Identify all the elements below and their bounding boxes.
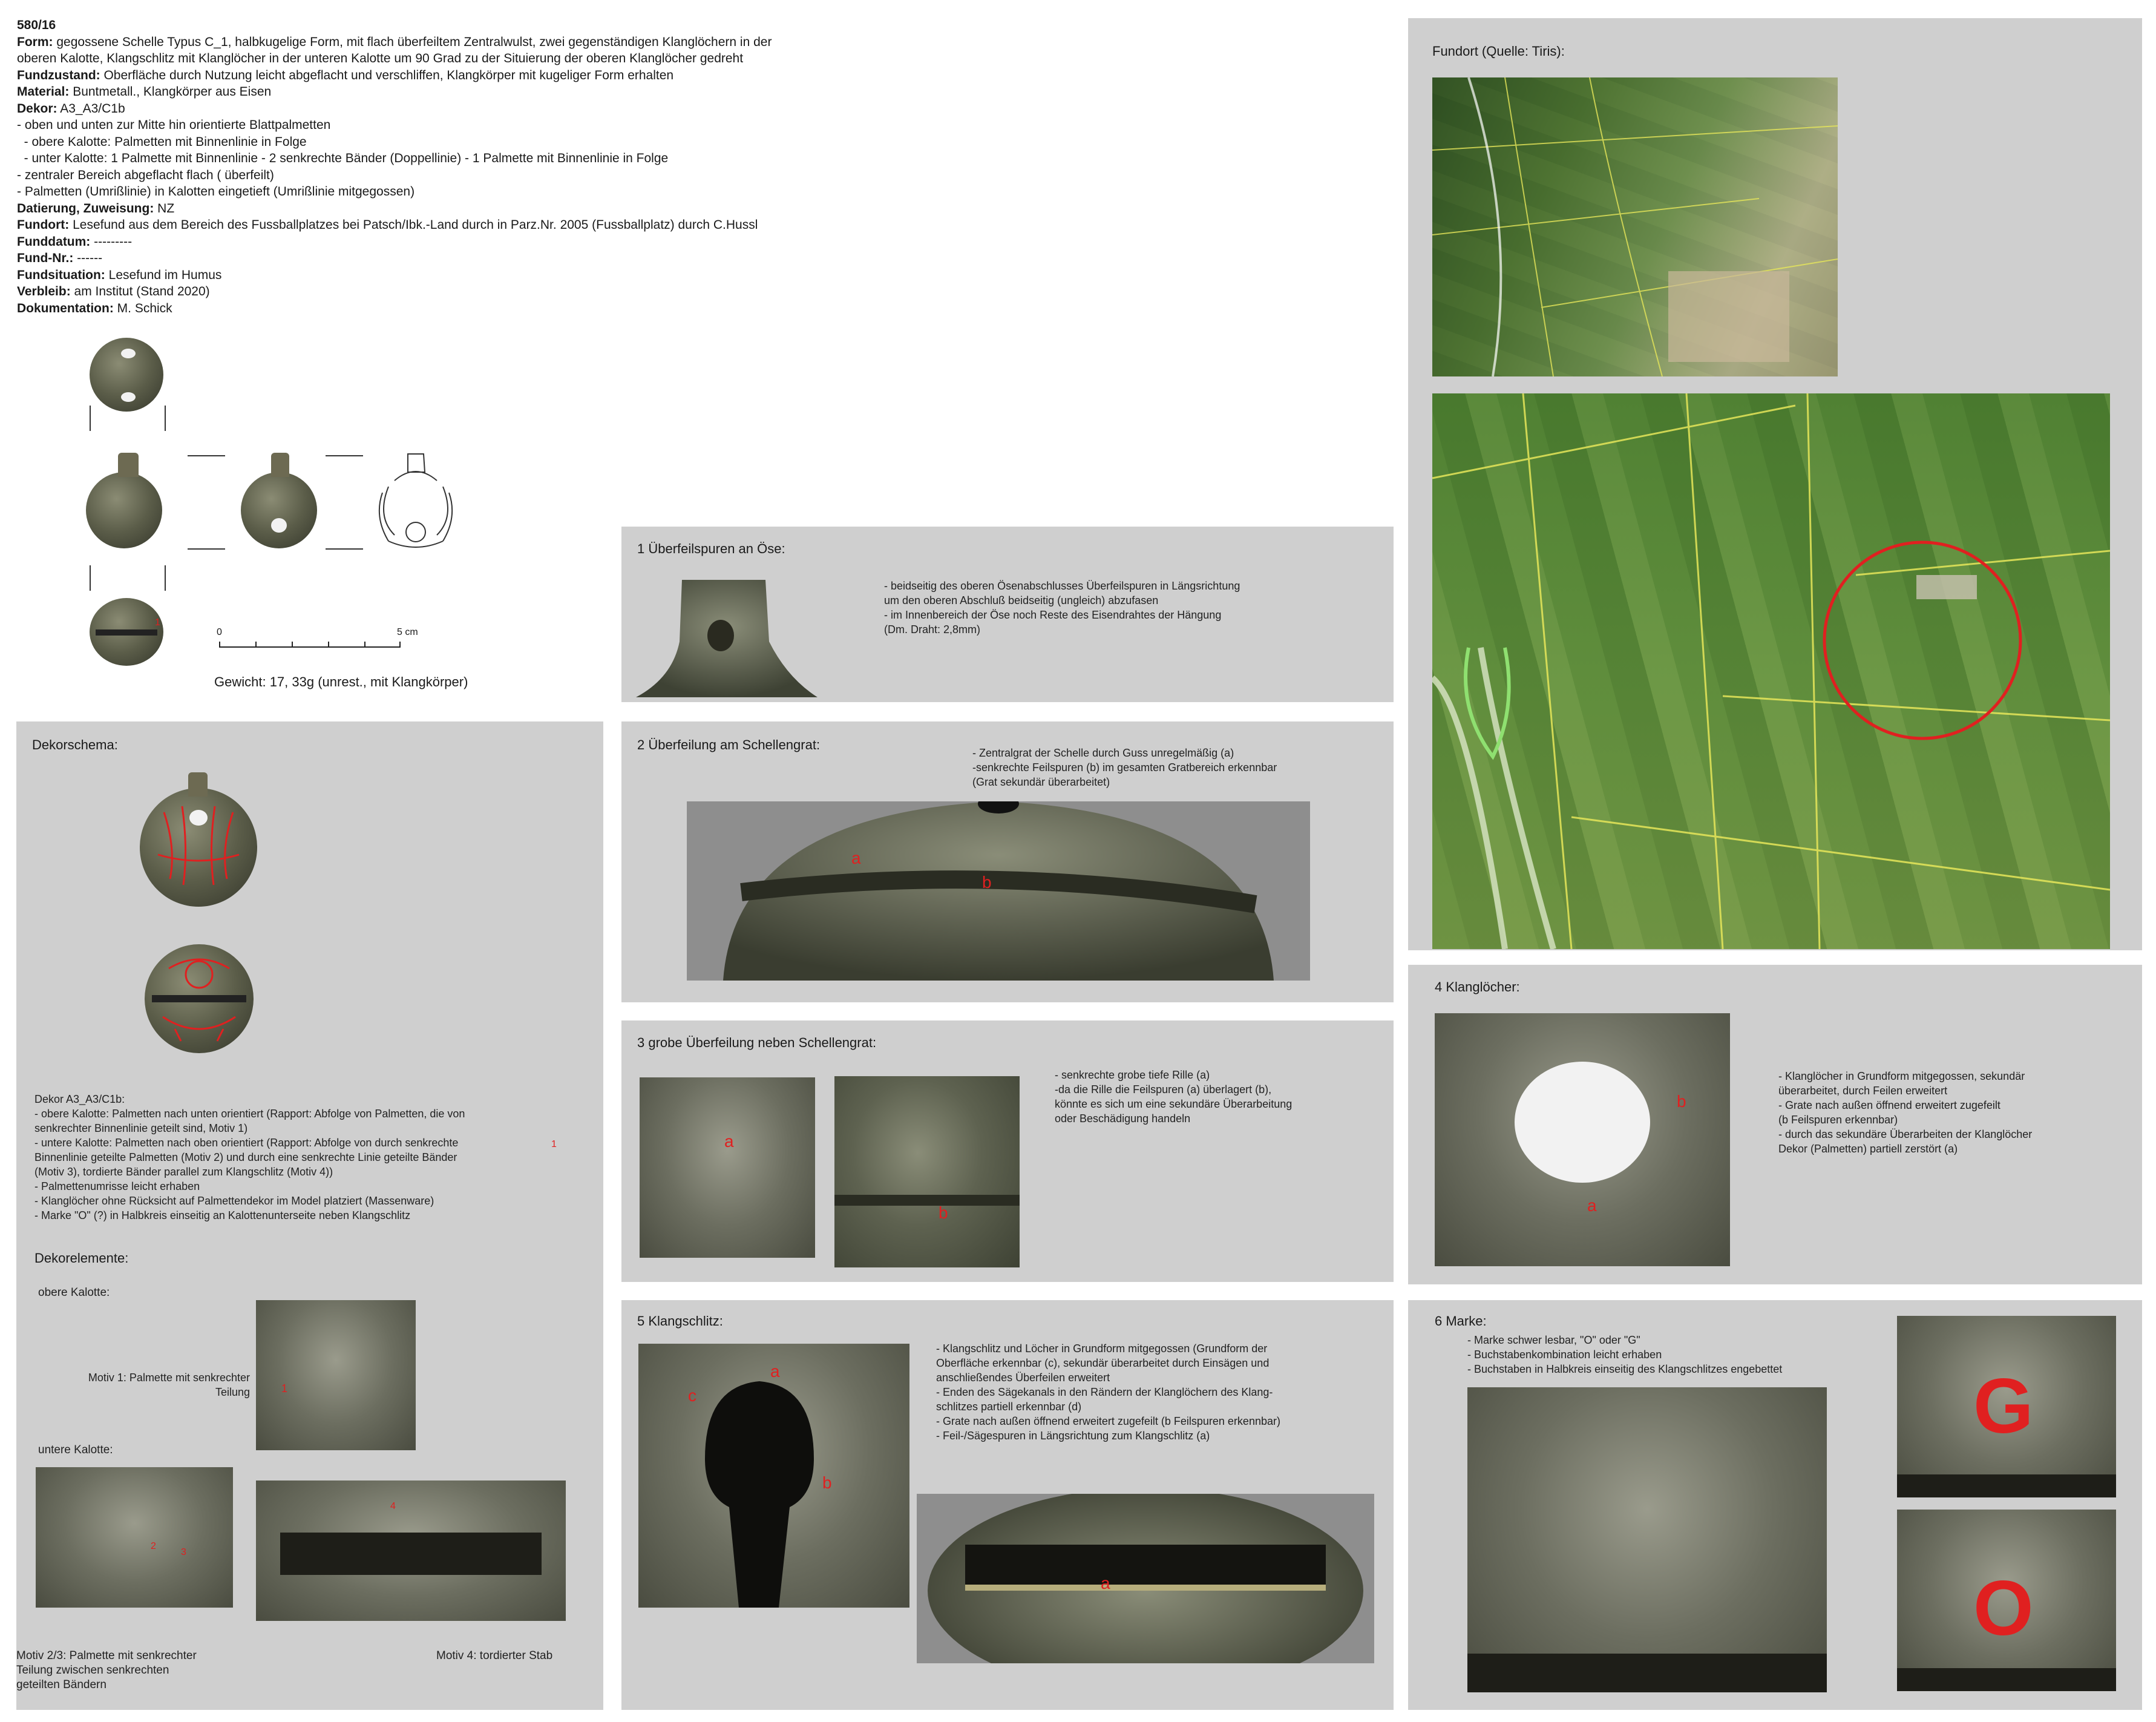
bell-bottom-view xyxy=(90,598,163,666)
header-line-label: Fundzustand: xyxy=(17,68,100,82)
obere-kalotte-label: obere Kalotte: xyxy=(38,1286,110,1299)
bell-front-view xyxy=(86,472,162,548)
panel-6-text: - Marke schwer lesbar, "O" oder "G" - Buchstabenkombination leicht erhaben - Buchstaben in Halbkreis einseitig des Klangschlitzes engebettet xyxy=(1467,1334,1783,1375)
header-line xyxy=(17,50,888,67)
panel-5-photo-right: a xyxy=(917,1494,1374,1663)
catalog-header xyxy=(17,17,888,317)
panel-5-text: - Klangschlitz und Löcher in Grundform mitgegossen (Grundform der Oberfläche erkennbar (c), sekundär überarbeitet durch Einsägen und anschließendes Überfeilen erweitert - Enden des Sägekanals in den Rändern der Klanglöchern des Klang- schlitzes partiell erkennbar (d) - Grate nach außen öffnend erweitert zugefeilt (b Feilspuren erkennbar) - Feil-/Sägespuren in Längsrichtung zum Klangschlitz (a) xyxy=(936,1342,1280,1442)
header-lines xyxy=(17,34,888,317)
panel-1-photo xyxy=(636,575,819,697)
header-line-label: Dokumentation: xyxy=(17,301,114,315)
header-line xyxy=(17,134,888,151)
dekorschema-bell-bottom xyxy=(145,944,254,1053)
bell-section-drawing xyxy=(370,450,461,553)
header-line xyxy=(17,150,888,167)
panel-6-marke xyxy=(1408,1300,2142,1710)
dekorelemente-title: Dekorelemente: xyxy=(34,1250,129,1266)
header-line-text: oberen Kalotte, Klangschlitz mit Klanglöcher in der unteren Kalotte um 90 Grad zu der Situierung der oberen Klanglöcher gedreht xyxy=(17,51,744,65)
dekorschema-note-marker: 1 xyxy=(551,1139,557,1149)
bell-side-view xyxy=(241,472,317,548)
panel-4-title: 4 Klanglöcher: xyxy=(1435,979,1520,994)
header-line-text: M. Schick xyxy=(113,301,172,315)
panel-3-grobe-ueberfeilung xyxy=(621,1020,1394,1282)
panel-3-photo-left: a xyxy=(640,1077,815,1258)
panel-1-text: - beidseitig des oberen Ösenabschlusses Überfeilspuren in Längsrichtung um den oberen Abschluß beidseitig (ungleich) abzufasen - im Innenbereich der Öse noch Reste des Eisendrahtes der Hängung (Dm. Draht: 2,8mm) xyxy=(884,580,1240,636)
panel-2-text: - Zentralgrat der Schelle durch Guss unregelmäßig (a) -senkrechte Feilspuren (b) im gesamten Gratbereich erkennbar (Grat sekundär überarbeitet) xyxy=(972,747,1277,788)
panel-5-klangschlitz xyxy=(621,1300,1394,1710)
header-line xyxy=(17,234,888,251)
dekorschema-bell-front xyxy=(140,788,257,907)
marke-g-letter: G xyxy=(1973,1363,2034,1450)
header-line-text: Lesefund aus dem Bereich des Fussballplatzes bei Patsch/Ibk.-Land durch in Parz.Nr. 2005 (Fussballplatz) durch C.Hussl xyxy=(69,218,758,232)
dekorschema-title: Dekorschema: xyxy=(32,737,118,752)
panel-3-text: - senkrechte grobe tiefe Rille (a) -da die Rille die Feilspuren (a) überlagert (b), könnte es sich um eine sekundäre Überarbeitung oder Beschädigung handeln xyxy=(1055,1069,1293,1125)
panel-6-title: 6 Marke: xyxy=(1435,1313,1487,1329)
dekorschema-panel xyxy=(16,721,603,1710)
panel-6-photo-main xyxy=(1467,1387,1827,1692)
header-line-text: Oberfläche durch Nutzung leicht abgeflacht und verschliffen, Klangkörper mit kugeliger Form erhalten xyxy=(100,68,674,82)
header-line xyxy=(17,300,888,317)
scale-zero: 0 xyxy=(217,627,222,637)
panel-4-photo: b a xyxy=(1435,1013,1730,1266)
fundort-map-detail xyxy=(1432,393,2110,949)
header-line xyxy=(17,283,888,300)
panel-4-text: - Klanglöcher in Grundform mitgegossen, sekundär überarbeitet, durch Feilen erweitert - Grate nach außen öffnend erweitert zugefeilt (b Feilspuren erkennbar) - durch das sekundäre Überarbeiten der Klanglöcher Dekor (Palmetten) partiell zerstört (a) xyxy=(1778,1070,2033,1155)
header-line-text: - Palmetten (Umrißlinie) in Kalotten eingetieft (Umrißlinie mitgegossen) xyxy=(17,185,415,199)
fundort-map-overview xyxy=(1432,77,1838,376)
header-line xyxy=(17,100,888,117)
header-line-text: - obere Kalotte: Palmetten mit Binnenlinie in Folge xyxy=(17,134,307,149)
motiv1-photo: 1 xyxy=(256,1300,416,1450)
motiv1-caption: Motiv 1: Palmette mit senkrechter Teilung xyxy=(88,1372,250,1398)
header-line-label: Fund-Nr.: xyxy=(17,251,74,265)
header-line-text: ------ xyxy=(73,251,103,265)
panel-6-photo-o xyxy=(1897,1510,2116,1691)
bell-top-view xyxy=(90,338,163,412)
header-line-label: Funddatum: xyxy=(17,234,91,249)
header-line-text: --------- xyxy=(90,234,133,249)
header-line-text: Buntmetall., Klangkörper aus Eisen xyxy=(69,85,272,99)
header-line-text: gegossene Schelle Typus C_1, halbkugelige Form, mit flach überfeiltem Zentralwulst, zwei gegenständigen Klanglöchern in der xyxy=(53,35,772,49)
header-line xyxy=(17,67,888,84)
motiv4-photo: 4 xyxy=(256,1480,566,1621)
header-line-text: - oben und unten zur Mitte hin orientierte Blattpalmetten xyxy=(17,118,331,132)
motiv23-photo: 2 3 xyxy=(36,1467,233,1608)
weight-label: Gewicht: 17, 33g (unrest., mit Klangkörper) xyxy=(214,674,468,689)
marker-1: 1 xyxy=(155,617,160,628)
fundort-title: Fundort (Quelle: Tiris): xyxy=(1432,44,1565,59)
header-line-text: Lesefund im Humus xyxy=(105,268,222,282)
header-line xyxy=(17,250,888,267)
panel-3-photo-right: b xyxy=(834,1076,1020,1267)
panel-1-oese xyxy=(621,527,1394,702)
header-line-label: Material: xyxy=(17,85,70,99)
panel-2-photo: a b xyxy=(687,801,1310,981)
header-line-label: Verbleib: xyxy=(17,284,71,298)
header-line xyxy=(17,200,888,217)
panel-5-photo-left: a c b xyxy=(638,1344,909,1608)
header-line-label: Fundsituation: xyxy=(17,268,105,282)
panel-6-photo-g xyxy=(1897,1316,2116,1497)
header-line xyxy=(17,267,888,284)
panel-3-title: 3 grobe Überfeilung neben Schellengrat: xyxy=(637,1035,877,1050)
panel-2-title: 2 Überfeilung am Schellengrat: xyxy=(637,737,821,752)
header-line-text: - zentraler Bereich abgeflacht flach ( überfeilt) xyxy=(17,168,274,182)
header-line-text: am Institut (Stand 2020) xyxy=(70,284,210,298)
panel-1-title: 1 Überfeilspuren an Öse: xyxy=(637,541,785,556)
header-line-text: - unter Kalotte: 1 Palmette mit Binnenlinie - 2 senkrechte Bänder (Doppellinie) - 1 Palmette mit Binnenlinie in Folge xyxy=(17,151,669,165)
motiv4-caption: Motiv 4: tordierter Stab xyxy=(436,1649,553,1662)
header-line-text: NZ xyxy=(154,201,175,215)
scale-five: 5 cm xyxy=(397,627,418,637)
header-line-label: Dekor: xyxy=(17,101,57,116)
header-line-label: Fundort: xyxy=(17,218,70,232)
marke-o-letter: O xyxy=(1973,1565,2034,1652)
panel-4-klangloecher xyxy=(1408,965,2142,1284)
header-line xyxy=(17,34,888,51)
panel-2-schellengrat xyxy=(621,721,1394,1002)
header-line xyxy=(17,117,888,134)
header-line-text: A3_A3/C1b xyxy=(57,101,125,116)
catalog-id: 580/16 xyxy=(17,18,56,32)
motiv23-caption: Motiv 2/3: Palmette mit senkrechter Teilung zwischen senkrechten geteilten Bändern xyxy=(16,1649,197,1691)
panel-5-title: 5 Klangschlitz: xyxy=(637,1313,723,1329)
header-line xyxy=(17,217,888,234)
dekorschema-text: Dekor A3_A3/C1b: - obere Kalotte: Palmetten nach unten orientiert (Rapport: Abfolge von Palmetten, die von senkrechter Binnenlinie geteilt sind, Motiv 1) - untere Kalotte: Palmetten nach oben orientiert (Rapport: Abfolge von durch senkrechte Binnenlinie geteilte Palmetten (Motiv 2) und durch eine senkrechte Linie geteilte Bänder (Motiv 3), tordierte Bänder parallel zum Klangschlitz (Motiv 4)) - Palmettenumrisse leicht erhaben - Klanglöcher ohne Rücksicht auf Palmettendekor im Model platziert (Massenware) - Marke "O" (?) in Halbkreis einseitig an Kalottenunterseite neben Klangschlitz xyxy=(34,1093,465,1221)
header-line-label: Form: xyxy=(17,35,53,49)
header-line xyxy=(17,84,888,100)
header-line xyxy=(17,183,888,200)
header-line xyxy=(17,167,888,184)
fundort-panel xyxy=(1408,18,2142,950)
header-line-label: Datierung, Zuweisung: xyxy=(17,201,154,215)
untere-kalotte-label: untere Kalotte: xyxy=(38,1444,113,1456)
